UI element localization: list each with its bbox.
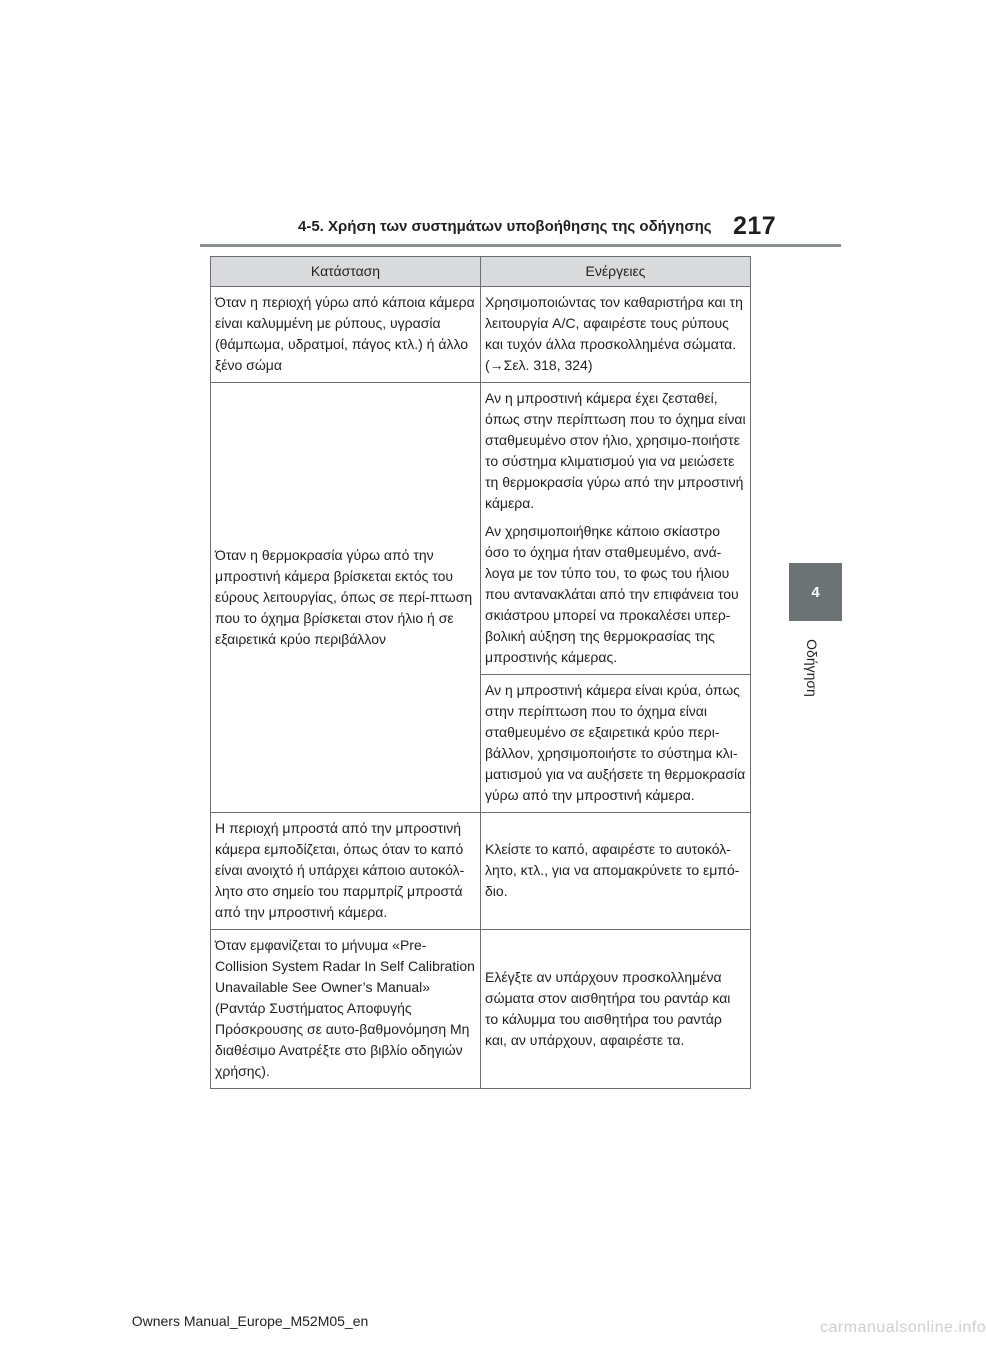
action-paragraph: Αν χρησιμοποιήθηκε κάποιο σκίαστρο όσο το όχημα ήταν σταθμευμένο, ανά-λογα με τον τύπο του, το φως του ήλιου που αντανακλάται από την επιφάνεια του σκιάστρου μπορεί να προκαλέσει υπερ-βολική αύξηση της θερμοκρασίας της μπροστινής κάμερας. [485, 523, 739, 665]
troubleshooting-table [210, 256, 751, 1089]
section-title: 4-5. Χρήση των συστημάτων υποβοήθησης της οδήγησης [298, 218, 712, 235]
action-paragraph: Αν η μπροστινή κάμερα έχει ζεσταθεί, όπως στην περίπτωση που το όχημα είναι σταθμευμένο στον ήλιο, χρησιμο-ποιήστε το σύστημα κλιματισμού για να μειώσετε τη θερμοκρασία γύρω από την μπροστινή κάμερα. [485, 390, 746, 511]
table-header-row [211, 257, 751, 287]
action-cell: Ελέγξτε αν υπάρχουν προσκολλημένα σώματα στον αισθητήρα του ραντάρ και το κάλυμμα του αισθητήρα του ραντάρ και, αν υπάρχουν, αφαιρέστε τα. [481, 930, 751, 1089]
condition-cell: Όταν η θερμοκρασία γύρω από την μπροστινή κάμερα βρίσκεται εκτός του εύρους λειτουργίας, όπως σε περί-πτωση που το όχημα βρίσκεται στον ήλιο ή σε εξαιρετικά κρύο περιβάλλον [211, 383, 481, 813]
action-cell: Χρησιμοποιώντας τον καθαριστήρα και τη λειτουργία A/C, αφαιρέστε τους ρύπους και τυχόν άλλα προσκολλημένα σώματα. (→Σελ. 318, 324) [481, 287, 751, 383]
page-number: 217 [733, 212, 777, 240]
header-actions: Ενέργειες [481, 257, 751, 287]
chapter-number: 4 [811, 583, 820, 601]
footer-manual-id: Owners Manual_Europe_M52M05_en [131, 1313, 369, 1329]
header-condition: Κατάσταση [211, 257, 481, 287]
condition-cell: Όταν εμφανίζεται το μήνυμα «Pre-Collision System Radar In Self Calibration Unavailable See Owner’s Manual» (Ραντάρ Συστήματος Αποφυγής Πρόσκρουσης σε αυτο-βαθμονόμηση Μη διαθέσιμο Ανατρέξτε στο βιβλίο οδηγιών χρήσης). [211, 930, 481, 1089]
chapter-tab [789, 563, 842, 621]
condition-cell: Η περιοχή μπροστά από την μπροστινή κάμερα εμποδίζεται, όπως όταν το καπό είναι ανοιχτό ή υπάρχει κάποιο αυτοκόλ-λητο στο σημείο του παρμπρίζ μπροστά από την μπροστινή κάμερα. [211, 813, 481, 930]
watermark: carmanualsonline.info [820, 1319, 986, 1336]
chapter-label: Οδήγηση [804, 639, 820, 697]
condition-cell: Όταν η περιοχή γύρω από κάποια κάμερα είναι καλυμμένη με ρύπους, υγρασία (θάμπωμα, υδρατμοί, πάγος κτλ.) ή άλλο ξένο σώμα [211, 287, 481, 383]
action-cell [481, 383, 751, 675]
action-cell: Κλείστε το καπό, αφαιρέστε το αυτοκόλ-λητο, κτλ., για να απομακρύνετε το εμπό-διο. [481, 813, 751, 930]
table-row [211, 930, 751, 1089]
table-row [211, 383, 751, 675]
table-row [211, 813, 751, 930]
header-divider [200, 244, 841, 247]
table-row [211, 287, 751, 383]
action-cell: Αν η μπροστινή κάμερα είναι κρύα, όπως στην περίπτωση που το όχημα είναι σταθμευμένο σε εξαιρετικά κρύο περι-βάλλον, χρησιμοποιήστε το σύστημα κλι-ματισμού για να αυξήσετε τη θερμοκρασία γύρω από την μπροστινή κάμερα. [481, 675, 751, 813]
